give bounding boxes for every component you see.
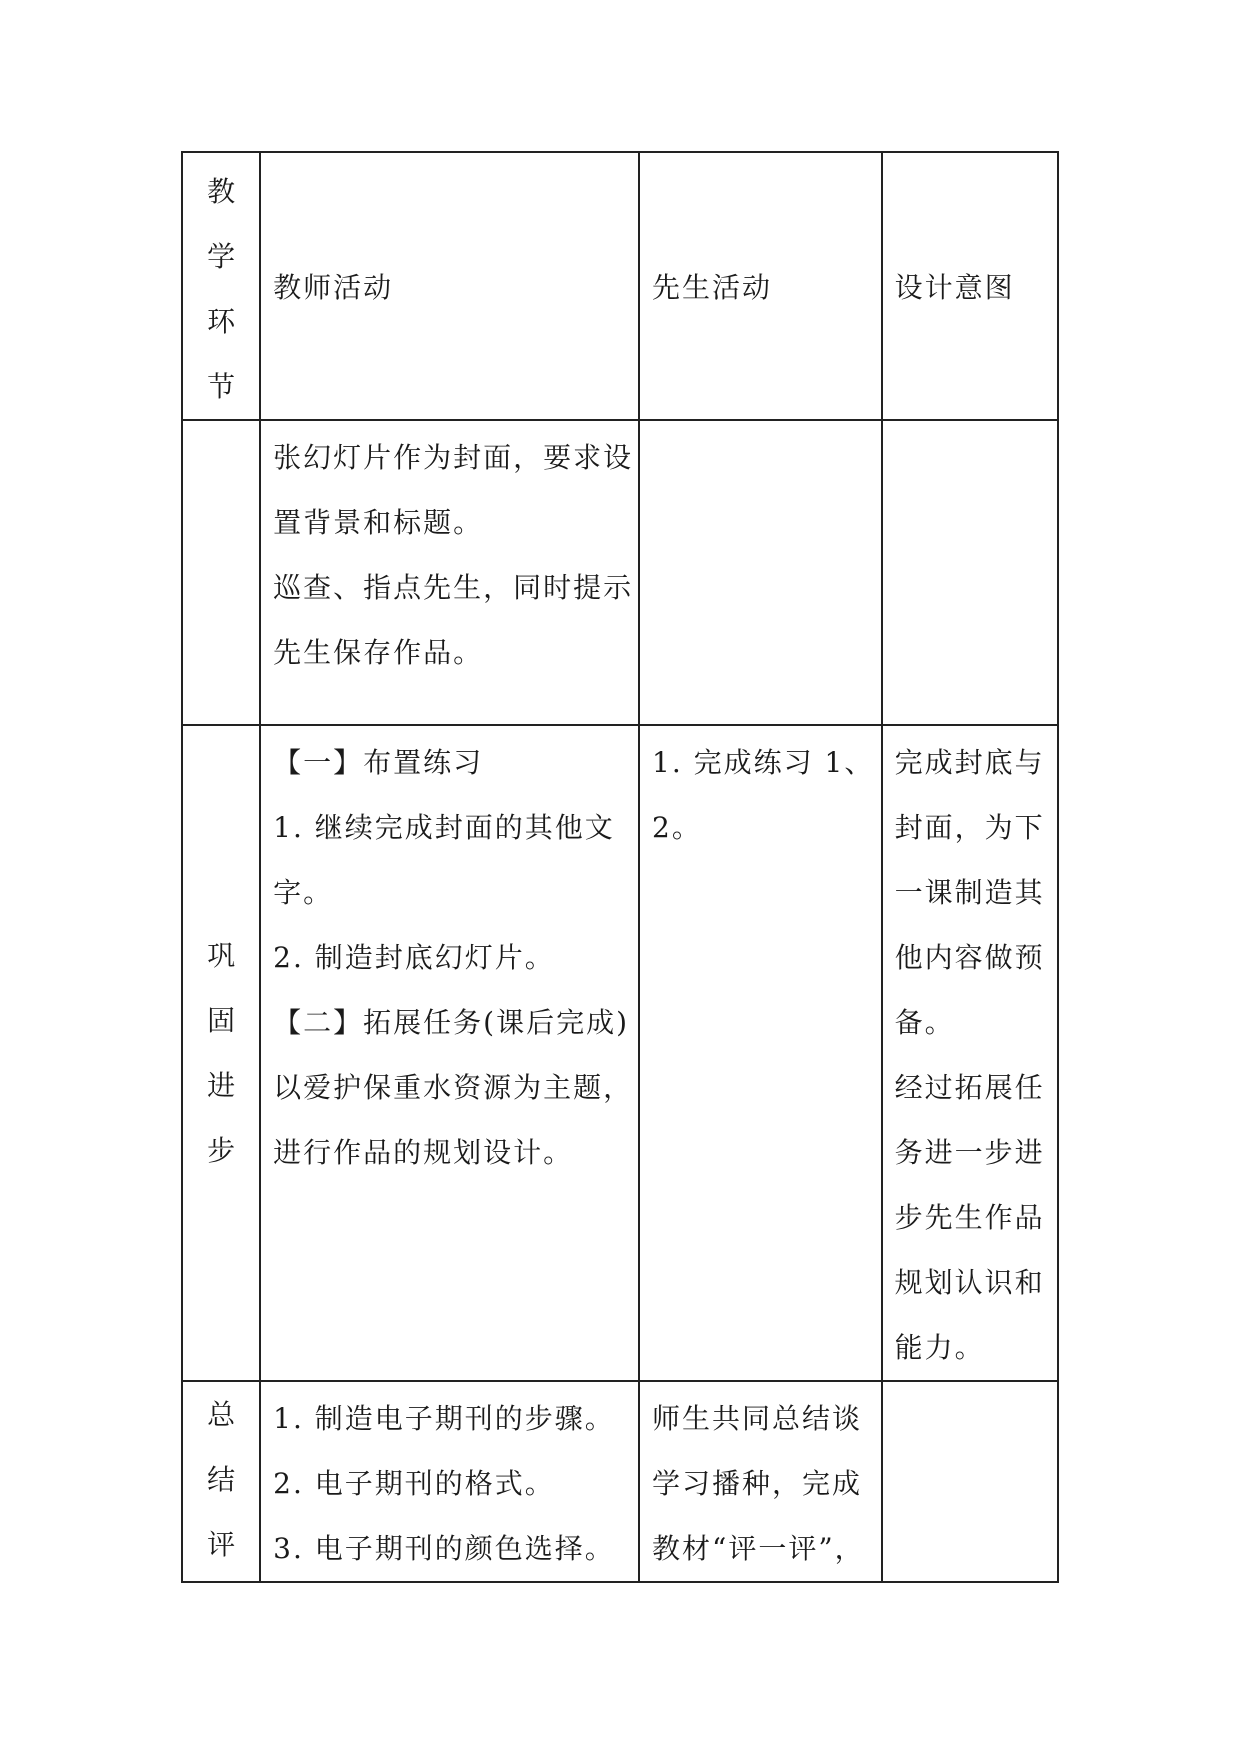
header-intent-cell [882,152,1058,420]
student-cell [639,1381,882,1582]
lesson-plan-table [181,151,1059,1583]
stage-cell [182,1381,260,1582]
teacher-line: 3. 电子期刊的颜色选择。 [273,1532,615,1565]
student-cell [639,420,882,725]
stage-cell [182,420,260,725]
student-line: 2。 [652,811,702,844]
stage-char: 固 [207,1004,236,1037]
intent-line: 一课制造其 [894,876,1045,909]
header-stage-char: 学 [207,240,236,273]
header-stage-char: 节 [207,370,236,403]
intent-line: 完成封底与 [894,746,1045,779]
intent-cell [882,420,1058,725]
teacher-line: 【一】布置练习 [273,746,484,779]
intent-line: 封面，为下 [894,811,1045,844]
teacher-line: 【二】拓展任务(课后完成) [273,1006,630,1039]
teacher-line: 巡查、指点先生，同时提示 [273,571,634,604]
intent-line: 务进一步进 [894,1136,1045,1169]
stage-char: 总 [207,1398,236,1431]
intent-line: 备。 [894,1006,955,1039]
header-student-cell [639,152,882,420]
teacher-line: 1. 制造电子期刊的步骤。 [273,1402,615,1435]
teacher-cell [260,1381,639,1582]
header-teacher-cell [260,152,639,420]
teacher-line: 置背景和标题。 [273,506,484,539]
stage-char: 步 [207,1134,236,1167]
teacher-cell [260,420,639,725]
table-row [182,1381,1058,1582]
stage-char: 进 [207,1069,236,1102]
table-row [182,420,1058,725]
intent-line: 经过拓展任 [894,1071,1045,1104]
intent-line: 他内容做预 [894,941,1045,974]
stage-char: 结 [207,1463,236,1496]
intent-cell [882,1381,1058,1582]
table-row [182,725,1058,1381]
table-header-row [182,152,1058,420]
teacher-cell [260,725,639,1381]
teacher-line: 进行作品的规划设计。 [273,1136,574,1169]
intent-line: 能力。 [894,1331,985,1364]
header-intent-label: 设计意图 [894,270,1015,304]
student-line: 师生共同总结谈 [652,1402,863,1435]
teacher-line: 2. 电子期刊的格式。 [273,1467,555,1500]
header-stage-char: 环 [207,305,236,338]
teacher-line: 字。 [273,876,334,909]
header-stage-cell [182,152,260,420]
intent-line: 步先生作品 [894,1201,1045,1234]
intent-line: 规划认识和 [894,1266,1045,1299]
teacher-line: 张幻灯片作为封面，要求设 [273,441,634,474]
stage-cell [182,725,260,1381]
stage-char: 巩 [207,939,236,972]
stage-char: 评 [207,1528,236,1561]
intent-cell [882,725,1058,1381]
teacher-line: 1. 继续完成封面的其他文 [273,811,615,844]
teacher-line: 2. 制造封底幻灯片。 [273,941,555,974]
student-cell [639,725,882,1381]
header-student-label: 先生活动 [652,270,773,304]
header-stage-char: 教 [207,175,236,208]
student-line: 1. 完成练习 1、 [652,746,875,779]
header-teacher-label: 教师活动 [273,270,394,304]
teacher-line: 先生保存作品。 [273,636,484,669]
student-line: 教材“评一评”， [652,1532,865,1565]
teacher-line: 以爱护保重水资源为主题， [273,1071,634,1104]
student-line: 学习播种，完成 [652,1467,863,1500]
